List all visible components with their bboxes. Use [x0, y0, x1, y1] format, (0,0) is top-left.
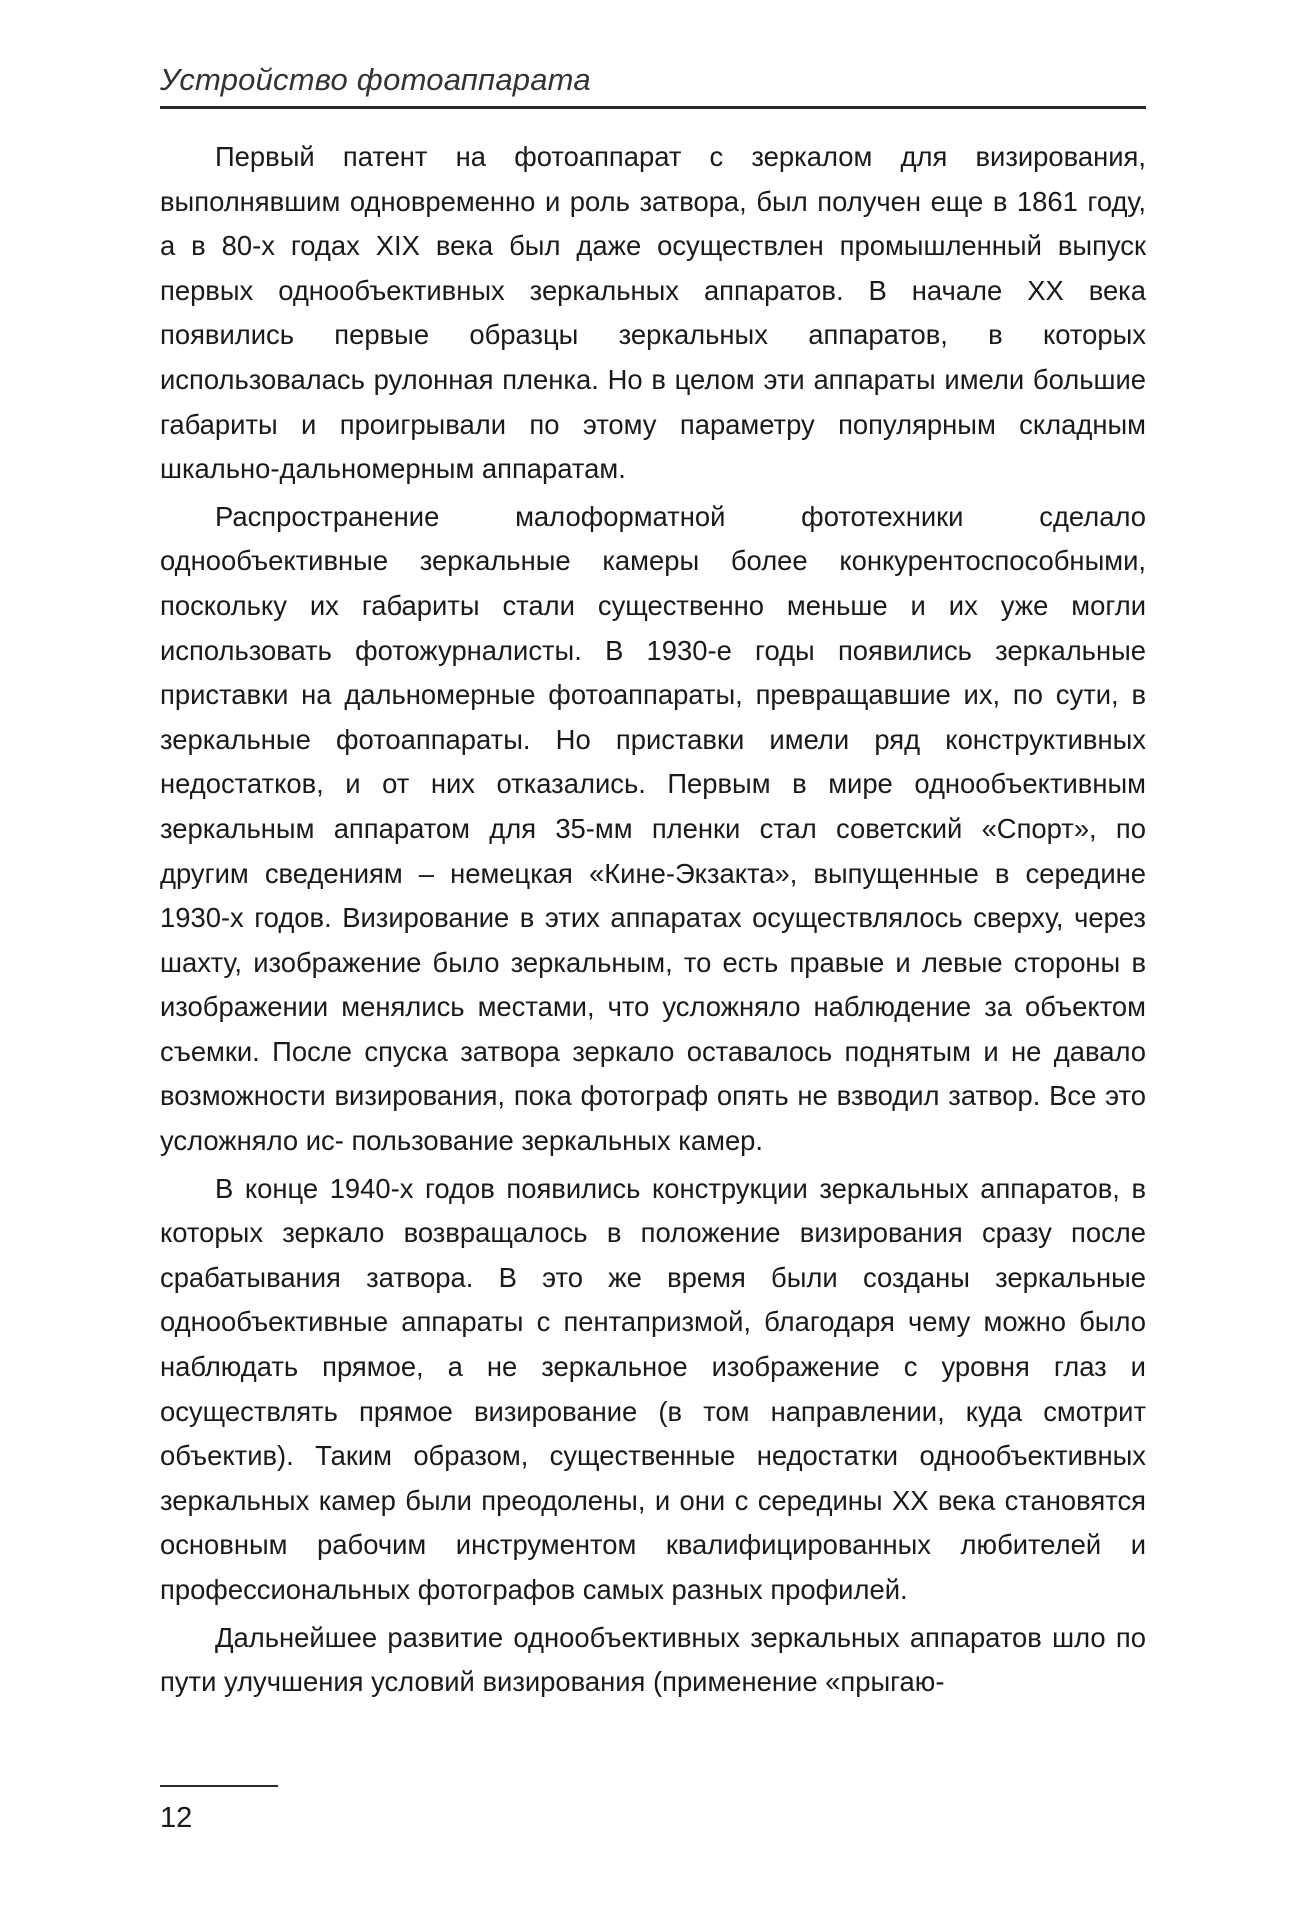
running-header-title: Устройство фотоаппарата [160, 62, 591, 97]
paragraph-3: В конце 1940-х годов появились конструкции зеркальных аппаратов, в которых зеркало возвращалось в положение визирования сразу после срабатывания затвора. В это же время были созданы зеркальные однообъективные аппараты с пентапризмой, благодаря чему можно было наблюдать прямое, а не зеркальное изображение с уровня глаз и осуществлять прямое визирование (в том направлении, куда смотрит объектив). Таким образом, существенные недостатки однообъективных зеркальных камер были преодолены, и они с середины XX века становятся основным рабочим инструментом квалифицированных любителей и профессиональных фотографов самых разных профилей. [160, 1172, 1146, 1605]
page-number: 12 [160, 1802, 193, 1834]
footer-rule [160, 1785, 278, 1787]
header-rule [160, 106, 1146, 109]
paragraph-1: Первый патент на фотоаппарат с зеркалом для визирования, выполнявшим одновременно и роль затвора, был получен еще в 1861 году, а в 80-х годах XIX века был даже осуществлен промышленный выпуск первых однообъективных зеркальных аппаратов. В начале XX века появились первые образцы зеркальных аппаратов, в которых использовалась рулонная пленка. Но в целом эти аппараты имели большие габариты и проигрывали по этому параметру популярным складным шкально-дальномерным аппаратам. [160, 141, 1146, 485]
book-page [160, 60, 1146, 1890]
paragraph-4: Дальнейшее развитие однообъективных зеркальных аппаратов шло по пути улучшения условий визирования (применение «прыгаю- [160, 1621, 1146, 1698]
paragraph-2: Распространение малоформатной фототехники сделало однообъективные зеркальные камеры более конкурентоспособными, поскольку их габариты стали существенно меньше и их уже могли использовать фотожурналисты. В 1930-е годы появились зеркальные приставки на дальномерные фотоаппараты, превращавшие их, по сути, в зеркальные фотоаппараты. Но приставки имели ряд конструктивных недостатков, и от них отказались. Первым в мире однообъективным зеркальным аппаратом для 35-мм пленки стал советский «Спорт», по другим сведениям – немецкая «Кине-Экзакта», выпущенные в середине 1930-х годов. Визирование в этих аппаратах осуществлялось сверху, через шахту, изображение было зеркальным, то есть правые и левые стороны в изображении менялись местами, что усложняло наблюдение за объектом съемки. После спуска затвора зеркало оставалось поднятым и не давало возможности визирования, пока фотограф опять не взводил затвор. Все это усложняло ис- пользование зеркальных камер. [160, 500, 1146, 1157]
body-text [160, 135, 1146, 1705]
